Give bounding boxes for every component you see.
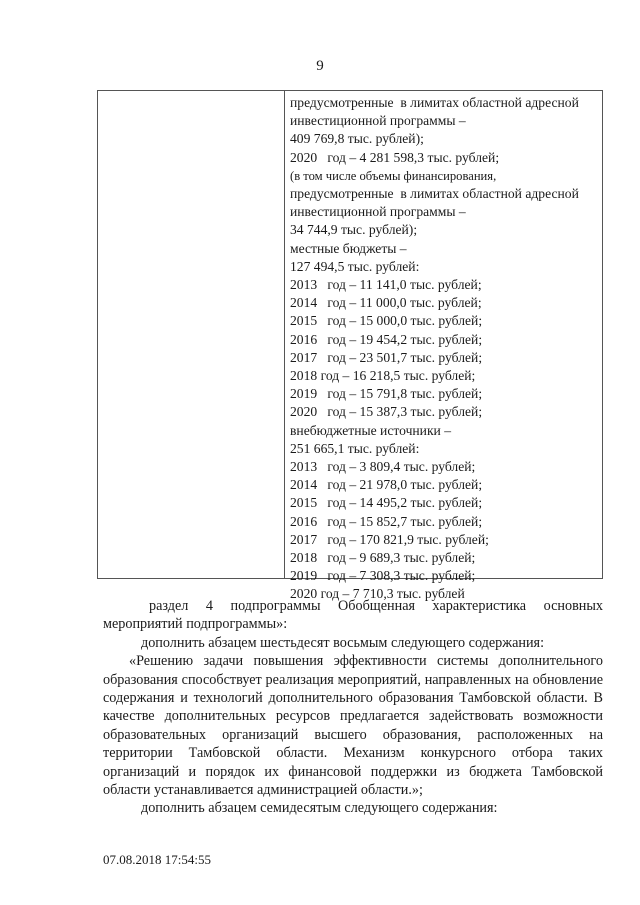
table-line: 2020 год – 7 710,3 тыс. рублей <box>290 586 465 602</box>
table-line: 2019 год – 7 308,3 тыс. рублей; <box>290 568 476 584</box>
table-line: 2018 год – 9 689,3 тыс. рублей; <box>290 550 476 566</box>
paragraph-section-reference: раздел 4 подпрограммы Обобщенная характеристика основных мероприятий подпрограммы»: <box>103 598 603 633</box>
table-line: 2020 год – 4 281 598,3 тыс. рублей; <box>290 149 500 165</box>
funding-table <box>97 90 603 602</box>
table-line: 34 744,9 тыс. рублей); <box>290 222 418 238</box>
table-line: предусмотренные в лимитах областной адресной <box>290 95 579 110</box>
table-line: 2013 год – 11 141,0 тыс. рублей; <box>290 277 482 293</box>
table-line: 2019 год – 15 791,8 тыс. рублей; <box>290 386 483 402</box>
table-line: 2017 год – 23 501,7 тыс. рублей; <box>290 349 483 365</box>
table-line: 127 494,5 тыс. рублей: <box>290 258 420 274</box>
table-line: 2018 год – 16 218,5 тыс. рублей; <box>290 368 476 384</box>
table-line: инвестиционной программы – <box>290 204 466 220</box>
table-line: 2020 год – 15 387,3 тыс. рублей; <box>290 404 483 420</box>
table-line: 2015 год – 14 495,2 тыс. рублей; <box>290 495 483 511</box>
table-line: предусмотренные в лимитах областной адресной <box>290 186 579 202</box>
table-line: внебюджетные источники – <box>290 422 452 438</box>
paragraph-quoted-text: «Решению задачи повышения эффективности системы дополнительного образования способствует реализация мероприятий, направленных на обновление содержания и технологий дополнительного образования Тамбовской области. В качестве дополнительных ресурсов предлагается задействовать возможности образовательных организаций высшего образования, расположенных на территории Тамбовской области. Механизм конкурсного отбора таких организаций и порядок их финансовой поддержки из бюджета Тамбовской области устанавливается администрацией области.»; <box>103 653 603 799</box>
table-line: 251 665,1 тыс. рублей: <box>290 440 420 456</box>
table-line: 2016 год – 15 852,7 тыс. рублей; <box>290 513 483 529</box>
paragraph-amendment-68: дополнить абзацем шестьдесят восьмым следующего содержания: <box>141 634 545 651</box>
table-line: 2014 год – 21 978,0 тыс. рублей; <box>290 477 483 493</box>
table-column-divider <box>284 91 285 578</box>
footer-timestamp: 07.08.2018 17:54:55 <box>103 852 211 867</box>
funding-cell <box>290 94 602 604</box>
paragraph-amendment-70: дополнить абзацем семидесятым следующего содержания: <box>141 800 498 817</box>
table-line: инвестиционной программы – <box>290 113 466 129</box>
table-line: 2015 год – 15 000,0 тыс. рублей; <box>290 313 483 329</box>
table-line: (в том числе объемы финансирования, <box>290 168 497 183</box>
table-line: 2014 год – 11 000,0 тыс. рублей; <box>290 295 482 311</box>
table-line: 2017 год – 170 821,9 тыс. рублей; <box>290 531 489 547</box>
table-line: 409 769,8 тыс. рублей); <box>290 131 424 147</box>
page-number: 9 <box>316 58 324 74</box>
body-text <box>103 597 603 818</box>
table-line: 2013 год – 3 809,4 тыс. рублей; <box>290 459 476 475</box>
table-line: местные бюджеты – <box>290 240 407 256</box>
table-line: 2016 год – 19 454,2 тыс. рублей; <box>290 331 483 347</box>
